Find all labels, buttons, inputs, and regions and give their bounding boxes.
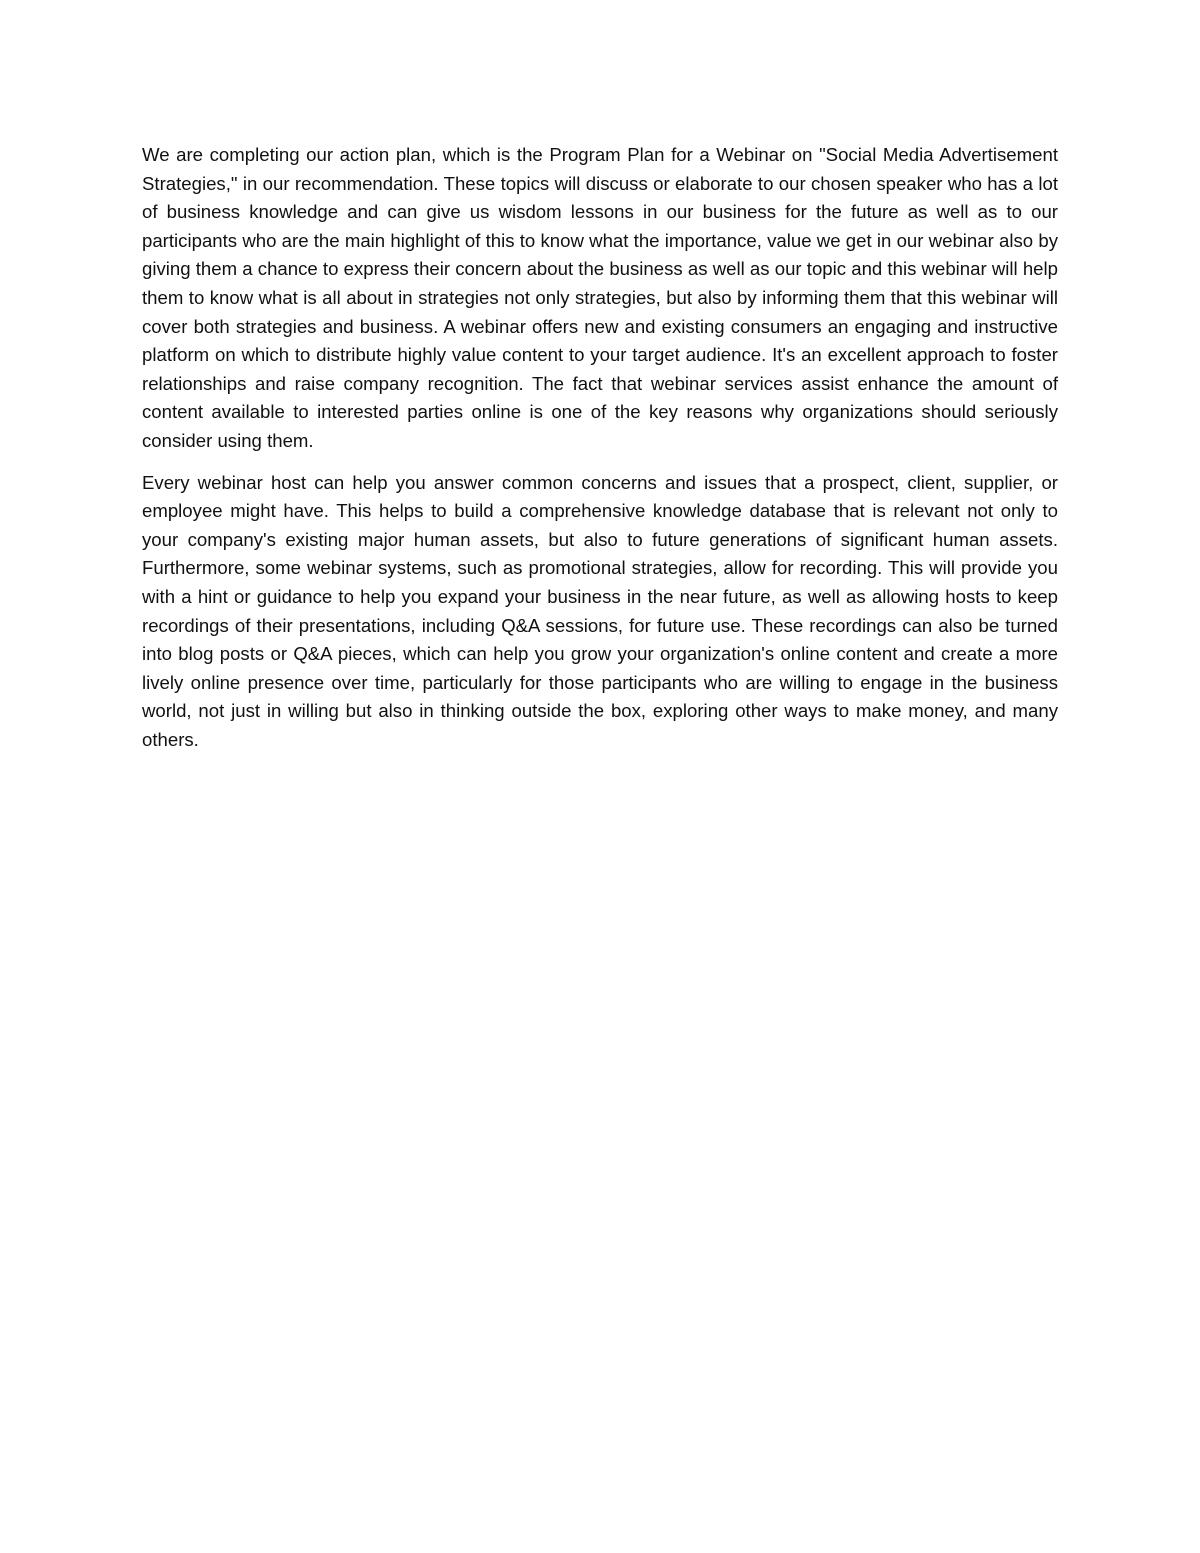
paragraph-1: We are completing our action plan, which is the Program Plan for a Webinar on "Social Media Advertisement Strategies," in our recommendation. These topics will discuss or elaborate to our chosen speaker who has a lot of business knowledge and can give us wisdom lessons in our business for the future as well as to our participants who are the main highlight of this to know what the importance, value we get in our webinar also by giving them a chance to express their concern about the business as well as our topic and this webinar will help them to know what is all about in strategies not only strategies, but also by informing them that this webinar will cover both strategies and business. A webinar offers new and existing consumers an engaging and instructive platform on which to distribute highly value content to your target audience. It's an excellent approach to foster relationships and raise company recognition. The fact that webinar services assist enhance the amount of content available to interested parties online is one of the key reasons why organizations should seriously consider using them. xyxy=(142,144,1058,451)
paragraph-2: Every webinar host can help you answer common concerns and issues that a prospect, client, supplier, or employee might have. This helps to build a comprehensive knowledge database that is relevant not only to your company's existing major human assets, but also to future generations of significant human assets. Furthermore, some webinar systems, such as promotional strategies, allow for recording. This will provide you with a hint or guidance to help you expand your business in the near future, as well as allowing hosts to keep recordings of their presentations, including Q&A sessions, for future use. These recordings can also be turned into blog posts or Q&A pieces, which can help you grow your organization's online content and create a more lively online presence over time, particularly for those participants who are willing to engage in the business world, not just in willing but also in thinking outside the box, exploring other ways to make money, and many others. xyxy=(142,471,1058,750)
document-body xyxy=(142,141,1058,767)
